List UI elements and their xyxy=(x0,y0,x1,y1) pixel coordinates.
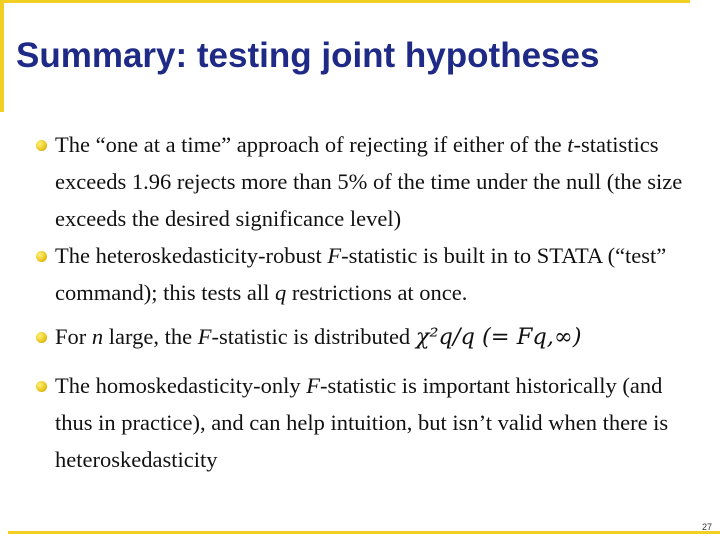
bullet-text: For n large, the F-statistic is distributed χ²q/q (= Fq,∞) xyxy=(55,324,582,350)
slide-title: Summary: testing joint hypotheses xyxy=(16,36,600,75)
bullet-text: The homoskedasticity-only F-statistic is important historically (and thus in practice), and can help intuition, but isn’t valid when there is heteroskedasticity xyxy=(55,373,669,472)
bullet-heteroskedasticity-robust xyxy=(33,237,693,311)
bullet-one-at-a-time xyxy=(33,126,693,237)
bullet-icon xyxy=(36,140,47,151)
chi-square-formula: χ²q/q (= Fq,∞) xyxy=(415,324,582,350)
bullet-icon xyxy=(36,381,47,392)
bullet-text: The “one at a time” approach of rejecting if either of the t-statistics exceeds 1.96 rejects more than 5% of the time under the null (the size exceeds the desired significance level) xyxy=(55,132,683,231)
page-number: 27 xyxy=(701,522,712,532)
bullet-homoskedasticity-only xyxy=(33,367,693,478)
bullet-icon xyxy=(36,332,47,343)
bullet-text: The heteroskedasticity-robust F-statistic is built in to STATA (“test” command); this tests all q restrictions at once. xyxy=(55,243,667,305)
bullet-large-n-distribution xyxy=(33,318,693,356)
footer-accent-rule xyxy=(8,531,720,534)
bullet-icon xyxy=(36,251,47,262)
